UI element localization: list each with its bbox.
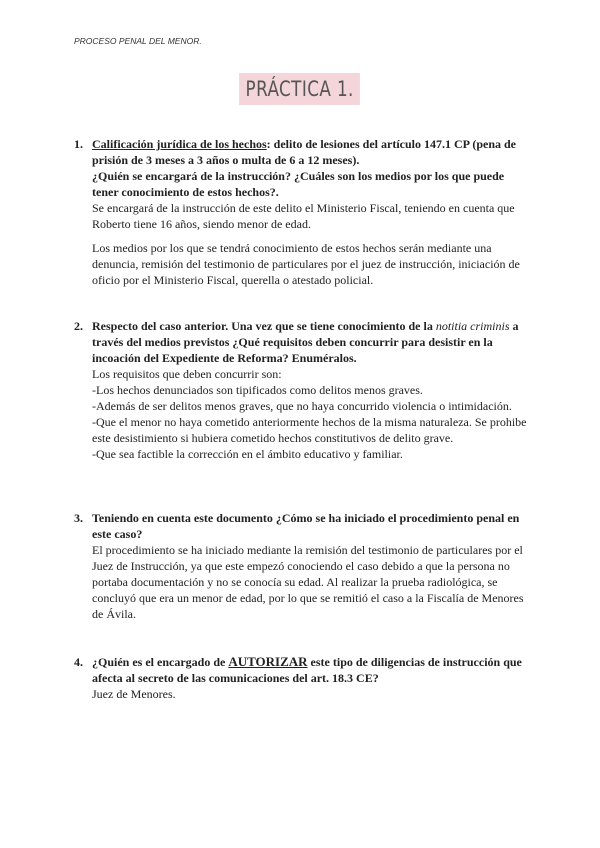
question-part-a: Respecto del caso anterior. Una vez que se tiene conocimiento de la	[92, 319, 436, 333]
question-part-a: ¿Quién es el encargado de	[92, 655, 229, 669]
question-2	[74, 318, 532, 462]
question-4	[74, 654, 532, 702]
question-part-b: este tipo de diligencias de instrucción que afecta al secreto de las comunicaciones del art. 18.3 CE?	[92, 655, 522, 685]
question-1	[74, 136, 532, 288]
answer-line: -Además de ser delitos menos graves, que no haya concurrido violencia o intimidación.	[92, 399, 512, 413]
document-header: PROCESO PENAL DEL MENOR.	[74, 36, 202, 46]
question-underlined: AUTORIZAR	[228, 654, 308, 669]
answer-paragraph: Juez de Menores.	[92, 687, 176, 701]
question-text: Teniendo en cuenta este documento ¿Cómo se ha iniciado el procedimiento penal en este caso?	[92, 511, 520, 541]
answer-paragraph: El procedimiento se ha iniciado mediante la remisión del testimonio de particulares por el Juez de Instrucción, ya que este empezó conociendo el caso debido a que la persona no portaba documentación y no se conocía su edad. Al realizar la prueba radiológica, se concluyó que era un menor de edad, por lo que se remitió el caso a la Fiscalía de Menores de Ávila.	[92, 543, 524, 621]
question-rest: : delito de lesiones del artículo 147.1 CP (pena de prisión de 3 meses a 3 años o multa de 6 a 12 meses).	[92, 137, 516, 167]
question-number: 3.	[74, 511, 83, 525]
answer-line: -Los hechos denunciados son tipificados como delitos menos graves.	[92, 383, 423, 397]
question-text	[92, 136, 532, 168]
question-number: 2.	[74, 319, 83, 333]
page-title: PRÁCTICA 1.	[239, 73, 360, 105]
answer-line: -Que el menor no haya cometido anteriormente hechos de la misma naturaleza. Se prohibe este desistimiento si hubiera cometido hechos constitutivos de delito grave.	[92, 415, 527, 445]
question-number: 1.	[74, 137, 83, 151]
title-wrap	[0, 73, 600, 105]
answer-line: -Que sea factible la corrección en el ámbito educativo y familiar.	[92, 447, 403, 461]
question-subtext: ¿Quién se encargará de la instrucción? ¿Cuáles son los medios por los que puede tener conocimiento de estos hechos?.	[92, 169, 505, 199]
question-text	[92, 654, 532, 686]
question-text	[92, 318, 532, 366]
question-number: 4.	[74, 655, 83, 669]
answer-paragraph: Los medios por los que se tendrá conocimiento de estos hechos serán mediante una denuncia, remisión del testimonio de particulares por el juez de instrucción, iniciación de oficio por el Ministerio Fiscal, querella o atestado policial.	[92, 241, 520, 287]
question-italic: notitia criminis	[435, 319, 510, 333]
answer-paragraph: Se encargará de la instrucción de este delito el Ministerio Fiscal, teniendo en cuenta que Roberto tiene 16 años, siendo menor de edad.	[92, 201, 515, 231]
question-underlined: Calificación jurídica de los hechos	[92, 137, 267, 151]
answer-line: Los requisitos que deben concurrir son:	[92, 367, 282, 381]
question-3	[74, 510, 532, 622]
question-part-b: a través del medios previstos ¿Qué requisitos deben concurrir para desistir en la incoación del Expediente de Reforma? Enuméralos.	[92, 319, 519, 365]
